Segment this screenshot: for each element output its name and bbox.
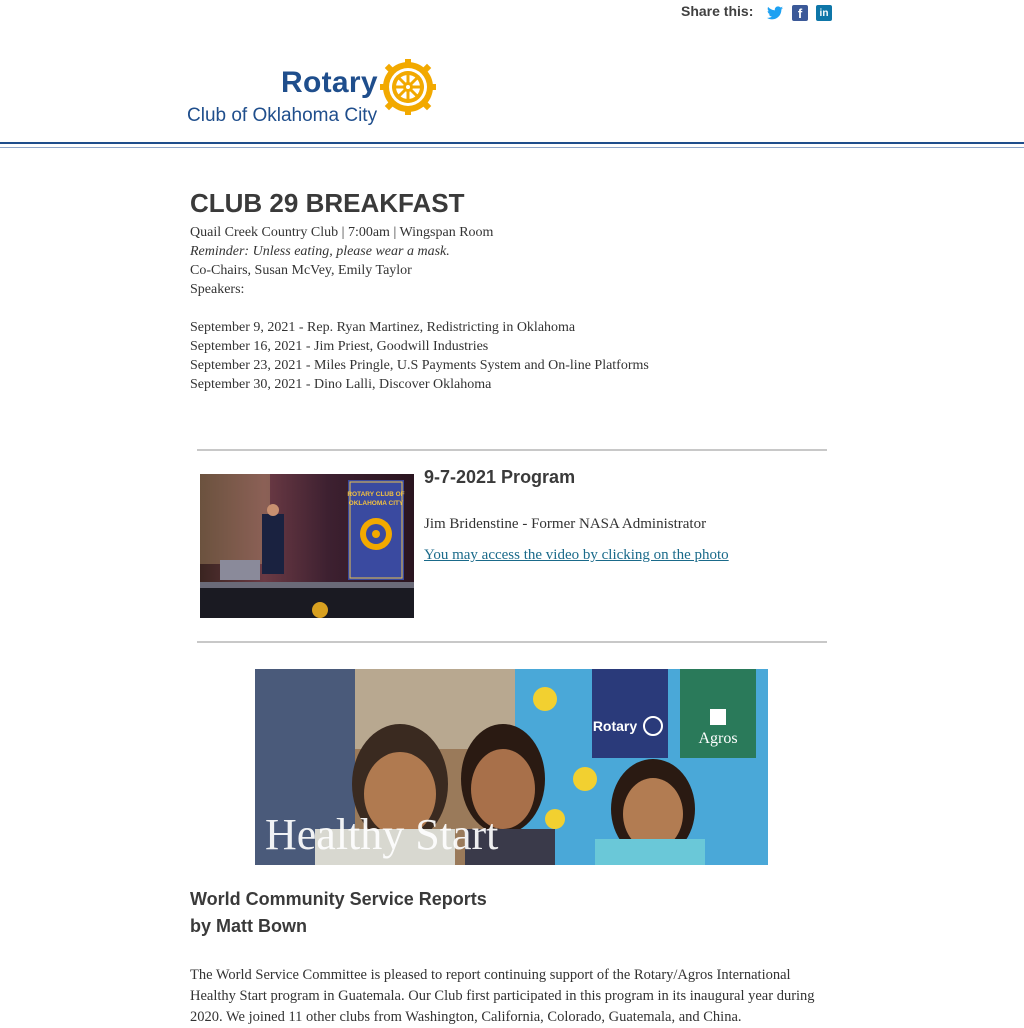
banner-line-1: ROTARY CLUB OF bbox=[347, 491, 405, 498]
hs-agros-label: Agros bbox=[698, 730, 738, 747]
wcs-title-line1: World Community Service Reports bbox=[190, 889, 487, 909]
breakfast-venue: Quail Creek Country Club | 7:00am | Wingspan Room bbox=[190, 225, 494, 240]
program-title: 9-7-2021 Program bbox=[424, 467, 576, 487]
speaker-item: September 9, 2021 - Rep. Ryan Martinez, Redistricting in Oklahoma bbox=[190, 320, 576, 335]
wcs-title bbox=[190, 886, 487, 940]
rotary-wheel-icon bbox=[378, 57, 438, 117]
program-video-photo[interactable] bbox=[200, 474, 414, 618]
wcs-body: The World Service Committee is pleased to report continuing support of the Rotary/Agros International Healthy Start program in Guatemala. Our Club first participated in this program in its inaugural year during 2020. We joined 11 other clubs from Washington, California, Colorado, Guatemala, and China. bbox=[190, 967, 815, 1025]
program-speaker: Jim Bridenstine - Former NASA Administrator bbox=[424, 516, 707, 532]
wcs-author: by Matt Bown bbox=[190, 916, 307, 936]
hs-rotary-label: Rotary bbox=[592, 718, 638, 734]
logo-brand: Rotary bbox=[281, 66, 378, 99]
breakfast-title: CLUB 29 BREAKFAST bbox=[190, 188, 465, 218]
speakers-label: Speakers: bbox=[190, 282, 245, 297]
header-divider bbox=[0, 142, 1024, 144]
section-divider bbox=[197, 641, 827, 643]
healthy-start-banner bbox=[255, 669, 768, 865]
logo-club-name: Club of Oklahoma City bbox=[187, 105, 378, 126]
banner-line-2: OKLAHOMA CITY bbox=[348, 500, 404, 507]
speaker-item: September 23, 2021 - Miles Pringle, U.S Payments System and On-line Platforms bbox=[190, 358, 649, 373]
twitter-icon[interactable] bbox=[767, 5, 783, 21]
breakfast-reminder: Reminder: Unless eating, please wear a mask. bbox=[190, 244, 450, 259]
facebook-icon[interactable]: f bbox=[792, 5, 808, 21]
speaker-item: September 16, 2021 - Jim Priest, Goodwill Industries bbox=[190, 339, 489, 354]
speaker-item: September 30, 2021 - Dino Lalli, Discover Oklahoma bbox=[190, 377, 492, 392]
share-label: Share this: bbox=[681, 3, 754, 19]
program-video-link[interactable]: You may access the video by clicking on the photo bbox=[424, 547, 729, 563]
hs-caption: Healthy Start bbox=[265, 810, 499, 859]
linkedin-icon[interactable]: in bbox=[816, 5, 832, 21]
section-divider bbox=[197, 449, 827, 451]
header-divider-thin bbox=[0, 147, 1024, 148]
breakfast-cochairs: Co-Chairs, Susan McVey, Emily Taylor bbox=[190, 263, 412, 278]
